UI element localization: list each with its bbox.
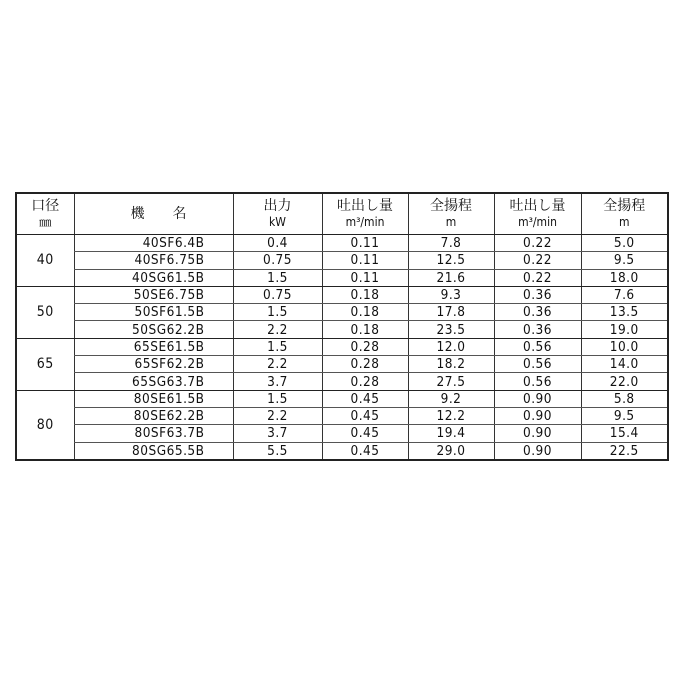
cell-output: 3.7 bbox=[233, 373, 322, 390]
cell-head-1: 29.0 bbox=[408, 442, 494, 460]
cell-discharge-2: 0.90 bbox=[494, 390, 581, 407]
table-row bbox=[16, 373, 668, 390]
header-head-2-label: 全揚程 bbox=[603, 198, 646, 214]
cell-discharge-2: 0.22 bbox=[494, 269, 581, 286]
header-diameter-unit: ㎜ bbox=[39, 215, 52, 229]
header-model bbox=[74, 193, 233, 235]
table-body bbox=[16, 235, 668, 460]
cell-head-2: 5.8 bbox=[581, 390, 668, 407]
cell-diameter: 80 bbox=[16, 390, 74, 460]
cell-discharge-1: 0.28 bbox=[322, 338, 408, 355]
cell-discharge-2: 0.22 bbox=[494, 235, 581, 252]
cell-model: 50SE6.75B bbox=[74, 286, 233, 303]
header-output bbox=[233, 193, 322, 235]
cell-head-2: 9.5 bbox=[581, 252, 668, 269]
table-row bbox=[16, 286, 668, 303]
cell-discharge-2: 0.90 bbox=[494, 407, 581, 424]
cell-model: 80SE61.5B bbox=[74, 390, 233, 407]
cell-model: 40SF6.4B bbox=[74, 235, 233, 252]
header-output-unit: kW bbox=[269, 215, 286, 229]
table-row bbox=[16, 338, 668, 355]
header-head-1 bbox=[408, 193, 494, 235]
cell-discharge-1: 0.28 bbox=[322, 373, 408, 390]
cell-discharge-2: 0.90 bbox=[494, 425, 581, 442]
pump-spec-table bbox=[15, 192, 669, 461]
cell-discharge-2: 0.90 bbox=[494, 442, 581, 460]
cell-model: 65SE61.5B bbox=[74, 338, 233, 355]
cell-head-1: 27.5 bbox=[408, 373, 494, 390]
header-discharge-1-unit: m³/min bbox=[345, 215, 385, 229]
cell-diameter: 50 bbox=[16, 286, 74, 338]
cell-discharge-2: 0.36 bbox=[494, 304, 581, 321]
cell-head-2: 18.0 bbox=[581, 269, 668, 286]
header-discharge-2 bbox=[494, 193, 581, 235]
cell-output: 0.4 bbox=[233, 235, 322, 252]
header-head-1-label: 全揚程 bbox=[430, 198, 472, 214]
cell-model: 80SG65.5B bbox=[74, 442, 233, 460]
table-row bbox=[16, 304, 668, 321]
cell-model: 65SG63.7B bbox=[74, 373, 233, 390]
cell-discharge-1: 0.45 bbox=[322, 425, 408, 442]
cell-diameter: 65 bbox=[16, 338, 74, 390]
cell-output: 3.7 bbox=[233, 425, 322, 442]
cell-model: 40SG61.5B bbox=[74, 269, 233, 286]
cell-discharge-1: 0.28 bbox=[322, 356, 408, 373]
cell-discharge-1: 0.11 bbox=[322, 235, 408, 252]
cell-diameter: 40 bbox=[16, 235, 74, 287]
cell-head-2: 7.6 bbox=[581, 286, 668, 303]
cell-head-1: 18.2 bbox=[408, 356, 494, 373]
header-head-2-unit: m bbox=[618, 215, 630, 229]
cell-head-2: 10.0 bbox=[581, 338, 668, 355]
cell-head-1: 9.3 bbox=[408, 286, 494, 303]
cell-discharge-2: 0.56 bbox=[494, 338, 581, 355]
header-discharge-2-label: 吐出し量 bbox=[509, 198, 566, 214]
cell-discharge-1: 0.11 bbox=[322, 252, 408, 269]
cell-output: 2.2 bbox=[233, 321, 322, 338]
cell-head-1: 7.8 bbox=[408, 235, 494, 252]
cell-head-2: 5.0 bbox=[581, 235, 668, 252]
cell-discharge-1: 0.18 bbox=[322, 321, 408, 338]
cell-model: 65SF62.2B bbox=[74, 356, 233, 373]
header-discharge-2-unit: m³/min bbox=[518, 215, 557, 229]
header-diameter-label: 口径 bbox=[31, 198, 60, 214]
cell-output: 2.2 bbox=[233, 356, 322, 373]
cell-output: 2.2 bbox=[233, 407, 322, 424]
header-discharge-1-label: 吐出し量 bbox=[337, 198, 393, 214]
cell-head-2: 19.0 bbox=[581, 321, 668, 338]
header-output-label: 出力 bbox=[263, 198, 292, 214]
header-row bbox=[16, 193, 668, 235]
table-row bbox=[16, 321, 668, 338]
cell-discharge-1: 0.45 bbox=[322, 407, 408, 424]
cell-model: 40SF6.75B bbox=[74, 252, 233, 269]
cell-output: 1.5 bbox=[233, 304, 322, 321]
cell-model: 80SE62.2B bbox=[74, 407, 233, 424]
cell-output: 1.5 bbox=[233, 390, 322, 407]
header-discharge-1 bbox=[322, 193, 408, 235]
cell-head-2: 22.5 bbox=[581, 442, 668, 460]
cell-output: 0.75 bbox=[233, 286, 322, 303]
table-row bbox=[16, 252, 668, 269]
header-head-1-unit: m bbox=[445, 215, 457, 229]
cell-discharge-1: 0.11 bbox=[322, 269, 408, 286]
cell-head-2: 13.5 bbox=[581, 304, 668, 321]
cell-head-2: 22.0 bbox=[581, 373, 668, 390]
cell-head-1: 19.4 bbox=[408, 425, 494, 442]
cell-head-1: 12.5 bbox=[408, 252, 494, 269]
cell-discharge-2: 0.56 bbox=[494, 373, 581, 390]
table-row bbox=[16, 356, 668, 373]
cell-output: 5.5 bbox=[233, 442, 322, 460]
cell-discharge-1: 0.45 bbox=[322, 442, 408, 460]
cell-output: 1.5 bbox=[233, 269, 322, 286]
cell-head-1: 21.6 bbox=[408, 269, 494, 286]
cell-model: 50SG62.2B bbox=[74, 321, 233, 338]
header-model-label: 機 名 bbox=[130, 206, 187, 222]
cell-output: 1.5 bbox=[233, 338, 322, 355]
table-row bbox=[16, 425, 668, 442]
cell-discharge-2: 0.22 bbox=[494, 252, 581, 269]
cell-output: 0.75 bbox=[233, 252, 322, 269]
header-diameter bbox=[16, 193, 74, 235]
table-row bbox=[16, 407, 668, 424]
cell-head-1: 23.5 bbox=[408, 321, 494, 338]
table-row bbox=[16, 235, 668, 252]
cell-head-1: 12.0 bbox=[408, 338, 494, 355]
cell-discharge-2: 0.56 bbox=[494, 356, 581, 373]
header-head-2 bbox=[581, 193, 668, 235]
table-row bbox=[16, 269, 668, 286]
table-row bbox=[16, 390, 668, 407]
cell-head-1: 17.8 bbox=[408, 304, 494, 321]
cell-discharge-1: 0.45 bbox=[322, 390, 408, 407]
cell-discharge-2: 0.36 bbox=[494, 321, 581, 338]
table-row bbox=[16, 442, 668, 460]
cell-model: 80SF63.7B bbox=[74, 425, 233, 442]
cell-discharge-2: 0.36 bbox=[494, 286, 581, 303]
cell-discharge-1: 0.18 bbox=[322, 304, 408, 321]
cell-head-1: 9.2 bbox=[408, 390, 494, 407]
cell-head-1: 12.2 bbox=[408, 407, 494, 424]
cell-head-2: 9.5 bbox=[581, 407, 668, 424]
cell-head-2: 14.0 bbox=[581, 356, 668, 373]
cell-discharge-1: 0.18 bbox=[322, 286, 408, 303]
cell-model: 50SF61.5B bbox=[74, 304, 233, 321]
cell-head-2: 15.4 bbox=[581, 425, 668, 442]
